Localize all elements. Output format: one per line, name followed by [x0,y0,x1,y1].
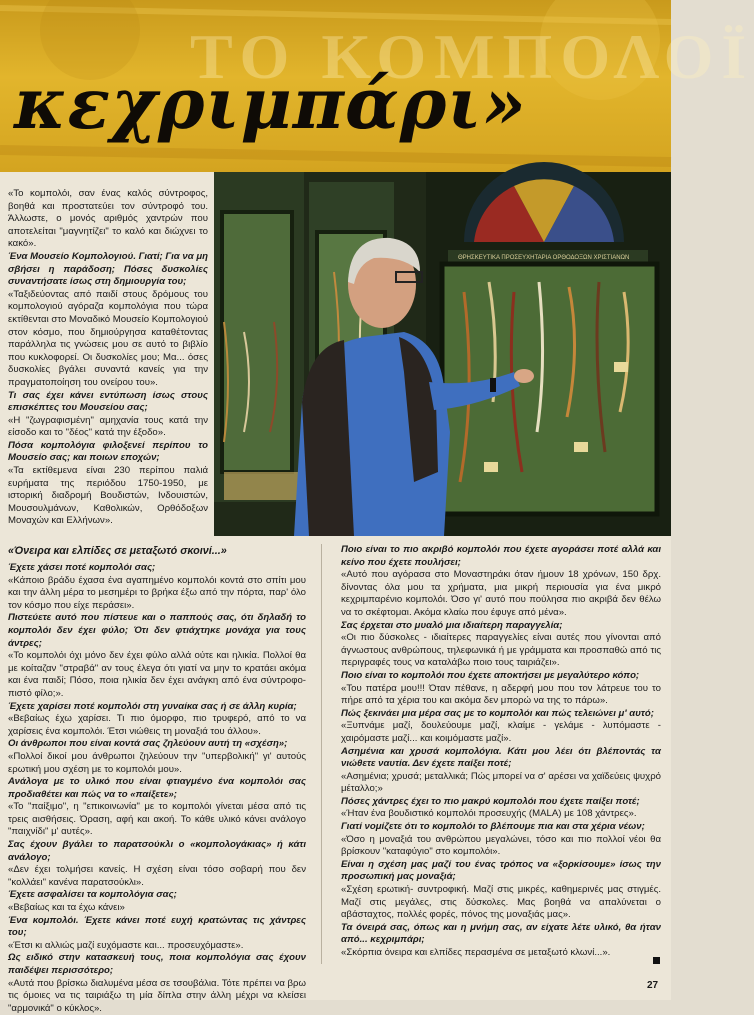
column-2 [8,562,306,1015]
column-3 [341,544,661,960]
col2-p3: «Βεβαίως έχω χαρίσει. Τι πιο όμορφο, πιο τρυφερό, από το να χαρίσεις ένα κομπολόι. Έτσι νιώθεις τη μοναξιά του άλλου». [8,713,306,737]
col2-q3: Έχετε χαρίσει ποτέ κομπολόι στη γυναίκα σας ή σε άλλη κυρία; [8,700,297,712]
col3-p3: «Του πατέρα μου!!! Όταν πέθανε, η αδερφή μου που τον λάτρευε του το πήρε από τα χέρια του και ακόμα δεν μπορώ να της το πάρω». [341,682,661,707]
column-divider [321,544,322,964]
col2-q4: Οι άνθρωποι που είναι κοντά σας ζηλεύουν αυτή τη «σχέση»; [8,738,288,750]
col3-q9: Τα όνειρά σας, όπως και η μνήμη σας, αν είχατε λέτε υλικό, θα ήταν από... κεχριμπάρι; [341,921,661,946]
col3-p4: «Ξυπνάμε μαζί, δουλεύουμε μαζί, κλαίμε - γελάμε - λυπόμαστε - χαιρόμαστε μαζί... και κοιμόμαστε μαζί». [341,720,661,744]
col2-q7: Έχετε ασφαλίσει τα κομπολόγια σας; [8,889,177,901]
col3-q4: Πώς ξεκινάει μια μέρα σας με το κομπολόι και πώς τελειώνει μ' αυτό; [341,707,654,719]
col3-q5: Ασημένια και χρυσά κομπολόγια. Κάτι μου λέει ότι βλέποντάς τα νιώθετε ναυτία. Δεν έχετε παίξει ποτέ; [341,745,661,770]
end-of-article-mark [653,957,660,964]
col3-q1: Ποιο είναι το πιο ακριβό κομπολόι που έχετε αγοράσει ποτέ αλλά και κείνο που έχετε πουλήσει; [341,544,661,568]
col2-p4: «Πολλοί δικοί μου άνθρωποι ζηλεύουν την "υπερβολική" γι' αυτούς ερωτική μου σχέση με το κομπολόι μου». [8,750,306,775]
col2-p6: «Δεν έχει τολμήσει κανείς. Η σχέση είναι τόσο σοβαρή που δεν "κολλάει" κανένα παρατσούκλι». [8,864,306,888]
col1-q1: Ένα Μουσείο Κομπολογιού. Γιατί; Για να μη σβήσει η παράδοση; Πόσες δυσκολίες συναντήσατε ίσως στη δημιουργία του; [8,250,208,288]
col3-p9: «Σκόρπια όνειρα και ελπίδες περασμένα σε μεταξωτό κλωνί...». [341,947,611,958]
col2-q5: Ανάλογα με το υλικό που είναι φτιαγμένο ένα κομπολόι σας προδιαθέτει και πώς να το «παίξετε»; [8,776,306,800]
column-1 [8,188,208,528]
header-banner [0,0,754,172]
page-title: κεχριμπάρι» [14,62,527,145]
col2-p5: «Το "παίξιμο", η "επικοινωνία" με το κομπολόι γίνεται μέσα από τις τρεις αισθήσεις. Όραση, αφή και ακοή. Το κάθε υλικό κάνει ανάλογο "παιχνίδι" μ' αυτές». [8,801,306,838]
col1-p4: «Τα εκτίθεμενα είναι 230 περίπου παλιά ευρήματα της περιόδου 1750-1950, με ιστορική διαδρομή Βουδιστών, Ινδουιστών, Μουσουλμάνων, Καθολικών, Ορθόδοξων Μοναχών και Ελλήνων». [8,465,208,527]
col1-p3: «Η "ζωγραφισμένη" αμηχανία τους κατά την είσοδο και το "δέος" κατά την έξοδο». [8,414,208,439]
col3-q7: Γιατί νομίζετε ότι το κομπολόι το βλέπουμε πια και στα χέρια νέων; [341,821,645,833]
col3-p5: «Ασημένια; χρυσά; μεταλλικά; Πώς μπορεί να σ' αρέσει να χαϊδεύεις ψυχρό μέταλλο;» [341,770,661,795]
col2-q1: Έχετε χάσει ποτέ κομπολόι σας; [8,562,156,573]
cabinet-sign: ΘΡΗΣΚΕΥΤΙΚΑ ΠΡΟΣΕΥΧΗΤΑΡΙΑ ΟΡΘΟΔΟΞΩΝ ΧΡΙΣΤΙΑΝΩΝ [458,255,630,261]
col1-p1: «Το κομπολόι, σαν ένας καλός σύντροφος, βοηθά και προστατεύει τον σύντροφό του. Άλλωστε, ο μονός αριθμός χαντρών που αποτελείται "μαγνητίζει" το καλό και διώχνει το κακό». [8,188,208,250]
col2-p7: «Βεβαίως και τα έχω κάνει» [8,902,125,914]
header-ghost-text: ΤΟ ΚΟΜΠΟΛΟΪ [190,21,754,92]
col3-p2: «Οι πιο δύσκολες - ιδιαίτερες παραγγελίες είναι αυτές που γίνονται από άγνωστους ανθρώπους, τηλεφωνικά ή με γράμματα και προσπαθώ από τις περιγραφές τους να καταλάβω ποιο τους ταιριάζει». [341,632,661,669]
col2-q8: Ένα κομπολόι. Έχετε κάνει ποτέ ευχή κρατώντας τις χάντρες του; [8,914,306,939]
col3-q2: Σας έρχεται στο μυαλό μια ιδιαίτερη παραγγελία; [341,619,563,631]
col3-p8: «Σχέση ερωτική- συντροφική. Μαζί στις μικρές, καθημερινές μας στιγμές. Μαζί στις μεγάλες, στις δύσκολες. Μας βοηθά να απαλύνεται ο αβάσταχτος, πολλές φορές, πόνος της μοναξιάς μας». [341,884,661,921]
col3-q6: Πόσες χάντρες έχει το πιο μακρύ κομπολόι που έχετε παίξει ποτέ; [341,795,640,807]
col3-p7: «Όσο η μοναξιά του ανθρώπου μεγαλώνει, τόσο και πιο πολλοί νέοι θα βρίσκουν "καταφύγιο" στο κομπολόι». [341,833,661,858]
col1-p2: «Ταξιδεύοντας από παιδί στους δρόμους του κομπολογιού αγόραζα κομπολόγια που τώρα εκτίθενται στο Μοναδικό Μουσείο Κομπολογιού στον κόσμο, που δημιούργησα καταθέτοντας παράλληλα τις γνώσεις μου σε αυτό το βιβλίο που κυκλοφορεί. Οι δυσκολίες μου; Μα... όσες δυσκολίες βγάλει συναντά κανείς για την πραγματοποίηση του ονείρου του». [8,288,208,388]
col3-p6: «Ήταν ένα βουδιστικό κομπολόι προσευχής (MALA) με 108 χάντρες». [341,808,637,820]
col2-p1: «Κάποιο βράδυ έχασα ένα αγαπημένο κομπολόι κοντά στο σπίτι μου και την άλλη μέρα το μεσημέρι το βρήκα έξω από την πόρτα, παρ' όλο τον κόσμο που είχε περάσει». [8,574,306,611]
page-number: 27 [647,980,659,991]
col3-q8: Είναι η σχέση μας μαζί του ένας τρόπος να «ξορκίσουμε» ίσως την προσωπική μας μοναξιά; [341,858,661,883]
col2-p9: «Αυτά που βρίσκω διαλυμένα μέσα σε τσουβάλια. Τότε πρέπει να βρω τις όμοιες να τις ταιριάξω τη μία δίπλα στην άλλη μέχρι να κλείσει "αρμονικά" ο κύκλος». [8,977,306,1014]
col3-p1: «Αυτό που αγόρασα στο Μοναστηράκι όταν ήμουν 18 χρόνων, 150 δρχ. δίνοντας όλα μου τα χρήματα, μια μικρή περιουσία για ένα μικρό κεχριμπαρένιο κομπολόι. Όσο γι' αυτό που πούλησα πιο ακριβά δεν θέλω να το σκέφτομαι. Ακόμα κλαίω που έφυγε από μένα». [341,569,661,618]
col2-q6: Σας έχουν βγάλει το παρατσούκλι ο «κομπολογάκιας» ή κάτι ανάλογο; [8,839,306,863]
col2-p8: «Έτσι κι αλλιώς μαζί ευχόμαστε και... προσευχόμαστε». [8,939,244,951]
col2-p2: «Το κομπολόι όχι μόνο δεν έχει φύλο αλλά ούτε και ηλικία. Πολλοί θα με κοίταζαν "στραβά" αν τους έλεγα ότι γιατί να μην το κρατάει ακόμα και ένα παιδί; Πόσο, ποια ηλικία δεν έχει ανάγκη από ένα σύντροφο- πιστό φίλο;». [8,650,306,699]
col1-q3: Πόσα κομπολόγια φιλοξενεί περίπου το Μουσείο σας; και ποιων εποχών; [8,439,208,464]
museum-photo [214,172,671,536]
col2-q2: Πιστεύετε αυτό που πίστευε και ο παππούς σας, ότι δηλαδή το κομπολόι δεν έχει φύλο; Ότι δεν φτιάχτηκε μονάχα για τους άντρες; [8,612,306,649]
col3-q3: Ποιο είναι το κομπολόι που έχετε αποκτήσει με μεγαλύτερο κόπο; [341,669,640,681]
col2-q9: Ως ειδικό στην κατασκευή τους, ποια κομπολόγια σας έχουν παιδέψει περισσότερο; [8,952,306,976]
section-subhead: «Όνειρα και ελπίδες σε μεταξωτό σκοινί...» [8,545,227,557]
col1-q2: Τι σας έχει κάνει εντύπωση ίσως στους επισκέπτες του Μουσείου σας; [8,389,208,414]
